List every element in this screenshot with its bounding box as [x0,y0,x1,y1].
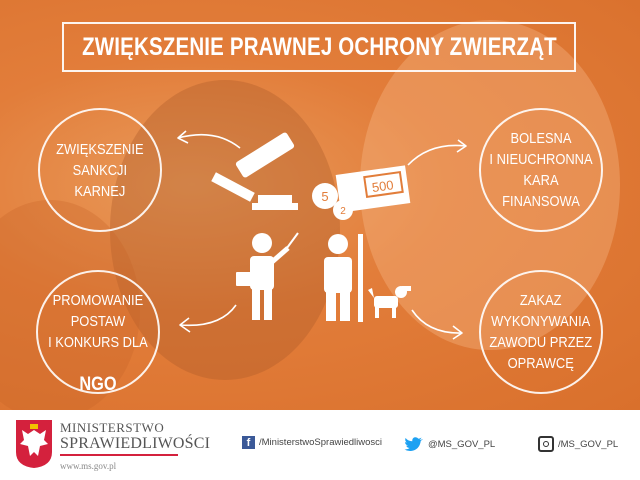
circle-profession-ban-text: ZAKAZ WYKONYWANIA ZAWODU PRZEZ OPRAWCĘ [489,292,593,372]
arrow-right-bottom-icon [412,310,462,339]
circle-financial-penalty-text: BOLESNA I NIEUCHRONNA KARA FINANSOWA [489,130,593,210]
facebook-icon: f [242,436,255,449]
facebook-handle: /MinisterstwoSprawiedliwosci [259,437,383,448]
instagram-link[interactable] [538,436,618,452]
circle-promotion-ngo: NGO [79,373,117,395]
ministry-logo-text [60,420,210,471]
circle-sanctions-text: ZWIĘKSZENIE SANKCJI KARNEJ [56,140,144,200]
arrow-right-top-icon [408,140,466,165]
twitter-handle: @MS_GOV_PL [428,438,496,450]
coin-5: 5 [321,189,329,204]
gavel-icon [211,131,298,210]
eagle-emblem-icon [14,418,54,470]
page-title: ZWIĘKSZENIE PRAWNEJ OCHRONY ZWIERZĄT [81,32,557,61]
circle-promotion-text: PROMOWANIE POSTAW I KONKURS DLA [48,291,148,351]
twitter-icon [404,436,424,452]
man-icon [324,234,363,322]
instagram-handle: /MS_GOV_PL [558,438,619,450]
instagram-icon [538,436,554,452]
dog-icon [368,286,411,318]
coin-2: 2 [340,206,346,217]
arrow-left-top-icon [178,131,240,148]
facebook-link[interactable] [242,436,382,449]
twitter-link[interactable] [404,436,495,452]
ministry-red-underline [60,454,178,456]
teacher-icon [236,233,298,320]
ministry-line2: SPRAWIEDLIWOŚCI [60,435,211,452]
arrow-left-bottom-icon [180,305,236,332]
ministry-line1: MINISTERSTWO [60,420,165,435]
banknote-value: 500 [370,177,395,196]
ministry-website: www.ms.gov.pl [60,461,117,471]
